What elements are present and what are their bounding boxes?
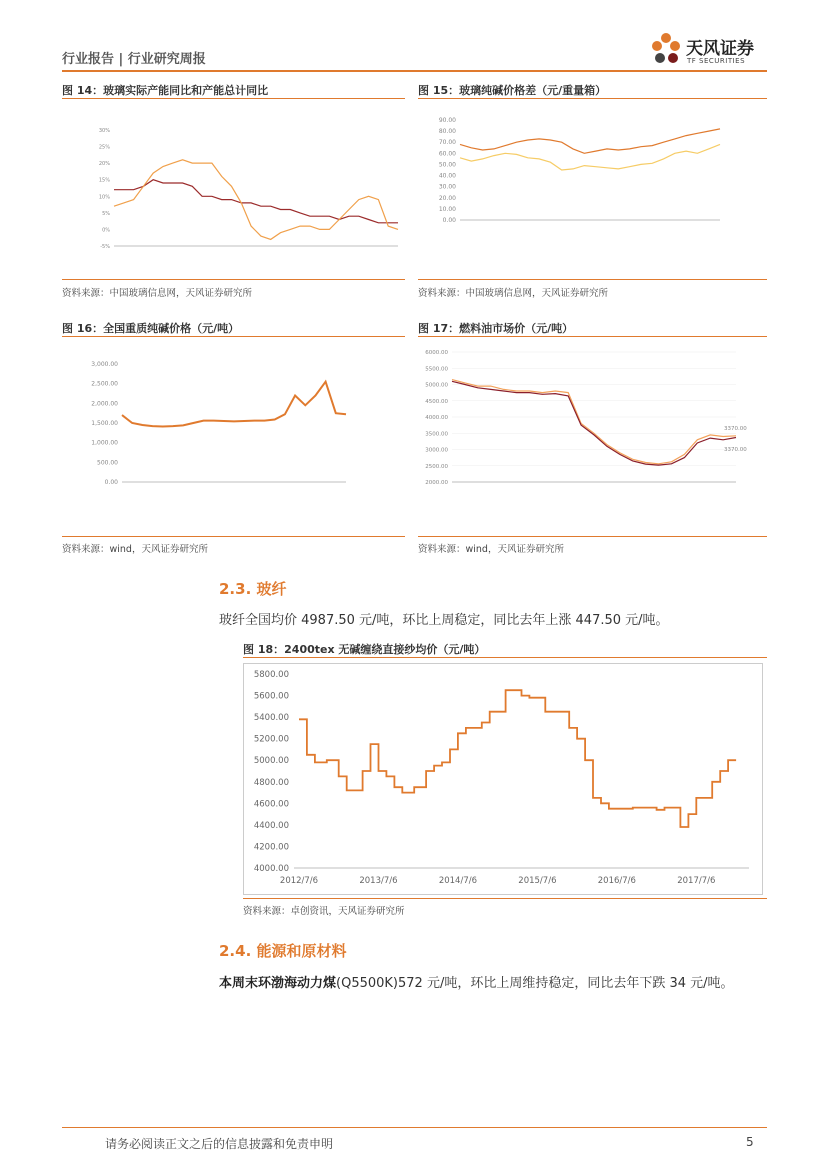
fig16-chart (62, 342, 405, 522)
fig17-title: 图 17：燃料油市场价（元/吨） (418, 322, 574, 335)
fig14-bottom-line (62, 279, 405, 280)
fig18-source: 资料来源：卓创资讯，天风证券研究所 (243, 906, 405, 917)
y-tick-label: 4600.00 (253, 799, 289, 810)
y-tick-label: 2000.00 (425, 480, 448, 486)
fig16-title: 图 16：全国重质纯碱价格（元/吨） (62, 322, 240, 335)
fig15-source: 资料来源：中国玻璃信息网，天风证券研究所 (418, 288, 609, 299)
logo-name-cn: 天风证券 (686, 39, 754, 59)
fig16-bottom-line (62, 536, 405, 537)
y-tick-label: 500.00 (97, 459, 118, 467)
fig18-title: 图 18：2400tex 无碱缠绕直接纱均价（元/吨） (243, 643, 486, 656)
x-tick-label: 2015/7/6 (518, 876, 557, 886)
price-line (299, 690, 736, 827)
section-2-4-bold: 本周末环渤海动力煤 (219, 976, 337, 991)
logo-flower-icon (648, 30, 684, 70)
y-tick-label: 5000.00 (253, 756, 289, 767)
fig15-bottom-line (418, 279, 767, 280)
fig15-divider (418, 98, 767, 99)
end-value-label: 3370.00 (724, 447, 747, 454)
y-tick-label: 30% (98, 128, 110, 134)
series-line-1 (122, 382, 346, 427)
y-tick-label: 20% (98, 161, 110, 168)
y-tick-label: 2500.00 (425, 463, 448, 470)
section-2-4-text (219, 972, 734, 991)
fig17-chart (418, 342, 767, 530)
fig16-source: 资料来源：wind，天风证券研究所 (62, 544, 208, 555)
y-tick-label: 2,500.00 (91, 380, 118, 388)
y-tick-label: -5% (100, 244, 110, 250)
x-tick-label: 2016/7/6 (597, 876, 636, 886)
y-tick-label: 30.00 (438, 183, 456, 191)
fig18-bottom-line (243, 898, 767, 899)
x-tick-label: 2014/7/6 (438, 876, 478, 886)
y-tick-label: 70.00 (438, 139, 456, 147)
section-2-4-rest: (Q5500K)572 元/吨，环比上周维持稳定，同比去年下跌 34 元/吨。 (336, 976, 734, 991)
y-tick-label: 0.00 (104, 479, 118, 486)
fig15-chart (418, 104, 767, 274)
y-tick-label: 4400.00 (253, 820, 289, 831)
x-tick-label: 2013/7/6 (359, 876, 398, 886)
y-tick-label: 15% (98, 177, 110, 184)
fig17-bottom-line (418, 536, 767, 537)
y-tick-label: 3000.00 (425, 447, 448, 454)
x-tick-label: 2012/7/6 (279, 876, 319, 886)
y-tick-label: 4200.00 (253, 842, 289, 853)
fig15-title: 图 15：玻璃纯碱价格差（元/重量箱） (418, 84, 607, 97)
series-line-1 (114, 180, 398, 223)
y-tick-label: 5000.00 (425, 382, 448, 389)
footer-disclaimer: 请务必阅读正文之后的信息披露和免责申明 (105, 1137, 334, 1151)
y-tick-label: 6000.00 (425, 350, 448, 356)
y-tick-label: 20.00 (438, 194, 456, 202)
y-tick-label: 3,000.00 (91, 361, 118, 368)
fig16-divider (62, 336, 405, 337)
y-tick-label: 4800.00 (253, 777, 289, 788)
header-title: 行业报告 | 行业研究周报 (62, 52, 206, 67)
y-tick-label: 2,000.00 (91, 400, 118, 408)
end-value-label: 3370.00 (724, 426, 747, 432)
fig18-chart (243, 663, 763, 895)
y-tick-label: 4000.00 (425, 415, 448, 421)
x-tick-label: 2017/7/6 (677, 876, 716, 886)
fig14-divider (62, 98, 405, 99)
section-2-4-title: 2.4. 能源和原材料 (219, 942, 347, 960)
y-tick-label: 0.00 (442, 217, 456, 224)
header-divider (62, 70, 767, 72)
fig14-chart (62, 104, 405, 274)
fig17-source: 资料来源：wind，天风证券研究所 (418, 544, 564, 555)
page-number: 5 (746, 1135, 754, 1149)
y-tick-label: 80.00 (438, 128, 456, 136)
y-tick-label: 1,500.00 (91, 420, 118, 427)
fig17-divider (418, 336, 767, 337)
section-2-3-title: 2.3. 玻纤 (219, 580, 287, 598)
fig18-divider (243, 657, 767, 658)
series-line-1 (452, 380, 736, 464)
y-tick-label: 4500.00 (425, 398, 448, 405)
y-tick-label: 5800.00 (253, 670, 289, 680)
y-tick-label: 0% (102, 227, 110, 234)
y-tick-label: 10.00 (438, 205, 456, 213)
y-tick-label: 60.00 (438, 150, 456, 158)
y-tick-label: 1,000.00 (91, 439, 118, 447)
y-tick-label: 4000.00 (253, 864, 289, 874)
y-tick-label: 5500.00 (425, 366, 448, 373)
y-tick-label: 5200.00 (253, 734, 289, 745)
y-tick-label: 10% (98, 194, 110, 201)
section-2-3-text: 玻纤全国均价 4987.50 元/吨，环比上周稳定，同比去年上涨 447.50 元/吨。 (219, 613, 669, 628)
fig14-source: 资料来源：中国玻璃信息网，天风证券研究所 (62, 288, 253, 299)
series-line-2 (452, 381, 736, 465)
fig14-title: 图 14：玻璃实际产能同比和产能总计同比 (62, 84, 269, 97)
y-tick-label: 50.00 (438, 161, 456, 169)
series-line-2 (460, 144, 720, 170)
footer-divider (62, 1127, 767, 1128)
series-line-1 (460, 129, 720, 153)
series-line-2 (114, 160, 398, 240)
logo-name-en: TF SECURITIES (687, 57, 746, 65)
y-tick-label: 5600.00 (253, 691, 289, 702)
y-tick-label: 5400.00 (253, 713, 289, 724)
y-tick-label: 3500.00 (425, 431, 448, 438)
company-logo (648, 30, 768, 70)
y-tick-label: 25% (98, 144, 110, 151)
y-tick-label: 90.00 (438, 117, 456, 124)
y-tick-label: 5% (102, 210, 110, 217)
y-tick-label: 40.00 (438, 172, 456, 180)
